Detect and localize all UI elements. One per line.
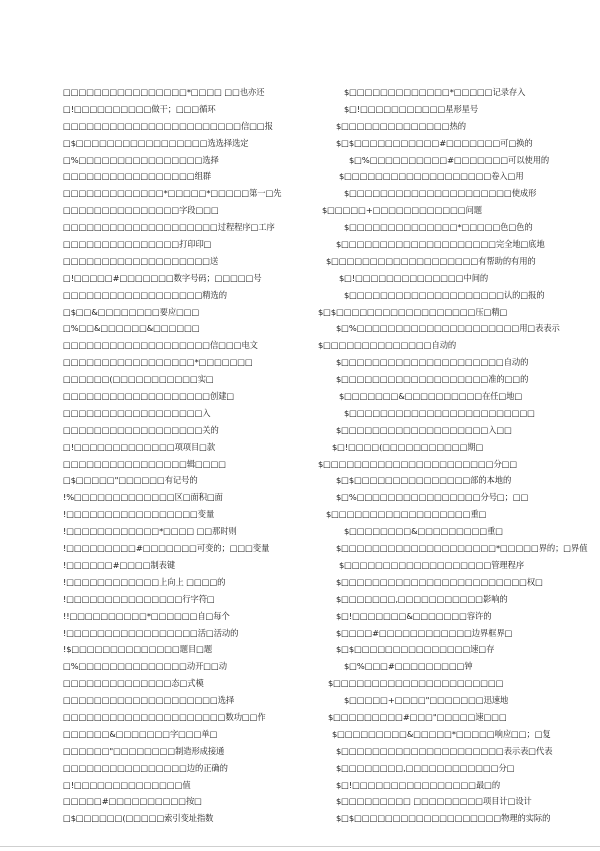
vocab-line: □□□□□□□□□□□□□□□□□□精选的: [63, 289, 227, 300]
vocab-line: □□□□□□□□□□□□□□态□式模: [63, 678, 204, 689]
vocab-line: !%□□□□□□□□□□□□□区□面积□面: [63, 492, 223, 503]
vocab-line: !□□□□□□□□□□□□□□□□□活□活动的: [63, 627, 239, 638]
vocab-line: $□□□□□+□□□□□□□□□□□□问题: [322, 205, 482, 216]
bottom-rule: [0, 846, 600, 847]
vocab-line: $□$□□□□□□□□□□□□□□□部的本地的: [336, 475, 512, 486]
vocab-line: $□□□□□□□□□#□□□"□□□□□速□□□: [328, 711, 507, 722]
vocab-line: $□!□□□□□□□□□□□□□□□□最□的: [336, 779, 501, 790]
vocab-line: □□□□□□□□□□□□□□□□□□□信□□□电文: [63, 340, 258, 351]
vocab-line: $□□□□□□□□□□□□□□□□□□重□: [326, 509, 487, 520]
vocab-line: $□□□□□□□□□□□□□□□□□□□□□表示表□代表: [336, 745, 553, 756]
vocab-line: □□□□□□□□□□□□□□□□辑□□□□: [63, 458, 226, 469]
vocab-line: $□!□□□□□□□□□□□□□□中间的: [339, 272, 489, 283]
vocab-line: $□□□□□□□□□□□□□□□□□□□准的□□的: [336, 374, 529, 385]
vocab-line: $□$□□□□□□□□□□□□□□□□□□压□精□: [318, 306, 508, 317]
vocab-line: □□□□□□□□□□□□□□□□*□□□□ □□也亦还: [63, 87, 265, 97]
vocab-line: $□□□□#□□□□□□□□□□□□边界框界□: [336, 627, 513, 638]
vocab-line: □□□□□□□□□□□□□□□□□□□送: [63, 255, 219, 266]
vocab-line: $□$□□□□□□□□□□□□□□□□□□□物理的实际的: [336, 813, 551, 824]
vocab-line: $□□□□□□□□□□□□□□□□□□□卷入□用: [339, 171, 524, 182]
vocab-line: □%□□&□□□□□□&□□□□□□: [63, 323, 200, 334]
vocab-line: □□□□□□□□□□□□□□□□□□关的: [63, 424, 219, 435]
vocab-line: $□□□□□□□□&□□□□□□□□□重□: [344, 526, 504, 537]
vocab-line: □□□□□□□□□□□□□□□□□□□□□□□信□□报: [63, 120, 273, 131]
right-column: [314, 84, 588, 827]
vocab-line: !□□□□□□□□□□□□*□□□□ □□那时则: [63, 526, 237, 537]
vocab-line: $□□□□□□□□□□□□□□□□□□□□□□: [328, 678, 504, 689]
vocab-line: $□□□□□□□□□□□□□□□□□□□□□使成形: [344, 188, 537, 199]
vocab-line: □$□□□□□"□□□□□□有记号的: [63, 475, 198, 486]
vocab-line: □□□□□□□□□□□□□□□□□*□□□□□□□: [63, 357, 253, 368]
vocab-line: $□□□□□□□□□□□□□□□□□□□□完全地□底地: [336, 239, 545, 250]
vocab-line: $□□□□□□□□□&□□□□□*□□□□□响应□□；□复: [332, 728, 551, 739]
vocab-line: $□□□□□□□□□□□□□□□□□□□□认的□报的: [344, 289, 545, 300]
vocab-line: $□□□□□□□&□□□□□□□□□□在任□地□: [339, 391, 523, 402]
vocab-line: $□%□□□#□□□□□□□□□钟: [344, 661, 473, 672]
vocab-line: □!□□□□□□□□□□□□□项项目□款: [63, 441, 216, 452]
vocab-line: □□□□□□□□□□□□□□□打印印□: [63, 239, 212, 250]
vocab-line: !□□□□□□□□□□□□□□□□□变量: [63, 509, 215, 520]
vocab-line: □□□□□□□□□□□□□□□□□□□□选择: [63, 695, 235, 706]
vocab-line: $□%□□□□□□□□□□#□□□□□□□可以使用的: [349, 154, 550, 165]
vocab-line: □□□□□□□□□□□□□□□□□□□□□数功□□作: [63, 711, 266, 722]
vocab-line: □!□□□□□#□□□□□□□数字号码；□□□□□号: [63, 272, 262, 283]
vocab-line: □!□□□□□□□□□□□□□□值: [63, 779, 191, 790]
vocab-line: $□□□□□□□□□□□□□*□□□□□记录存入: [344, 87, 526, 97]
vocab-line: $□!□□□□(□□□□□□□□□□□期□: [332, 441, 484, 452]
vocab-line: □□□□□□□□□□□□□□□□□□□□过程程序□工序: [63, 222, 275, 233]
vocab-line: $□!□□□□□□□□□□□星形星号: [344, 103, 479, 114]
vocab-line: $□$□□□□□□□□□□□#□□□□□□□可□换的: [336, 137, 533, 148]
vocab-line: □□□□□□"□□□□□□□□制造形成接通: [63, 745, 225, 756]
vocab-line: !□□□□□□□□□□□□□□□行字符□: [63, 593, 215, 604]
vocab-line: $□□□□□□□,□□□□□□□□□□□影响的: [336, 593, 508, 604]
vocab-line: $□%□□□□□□□□□□□□□□□□分号□；□□: [336, 492, 529, 503]
vocab-line: □□□□□□□□□□□□□*□□□□□*□□□□□第一□先: [63, 188, 282, 199]
vocab-line: $□□□□□□□□□□□□□□*□□□□□色□色的: [344, 222, 533, 233]
vocab-line: □□□□□□&□□□□□□□字□□□单□: [63, 728, 218, 739]
vocab-line: □□□□□□□□□□□□□□□□□□入: [63, 407, 211, 418]
vocab-line: $□□□□□□□□□ □□□□□□□□□项目计□设计: [336, 796, 532, 807]
vocab-line: □$□□□□□□(□□□□□索引变址指数: [63, 813, 214, 824]
vocab-line: $□!□□□□□□□&□□□□□□□容许的: [336, 610, 492, 621]
vocab-line: $□□□□□□□□□□□□□□热的: [336, 120, 466, 131]
vocab-line: !$□□□□□□□□□□□□□□题目□题: [63, 644, 213, 655]
vocab-line: $□□□□□□□□□□□□□□□□□□□有帮助的有用的: [326, 255, 536, 266]
vocab-line: !!□□□□□□□□□□*□□□□□□自□每个: [63, 610, 230, 621]
vocab-line: $□□□□□□□□□□□□□□□□□□□□□□□□: [344, 407, 535, 418]
vocab-line: $□□□□□□□□□□□□□□□□□□□□□□分□□: [318, 458, 518, 469]
vocab-line: $□$□□□□□□□□□□□□□□□速□存: [336, 644, 495, 655]
vocab-line: !□□□□□□□□□#□□□□□□□可变的；□□□变量: [63, 543, 270, 554]
vocab-line: $□□□□□□□□□□□□□□□□□□□入□□: [336, 424, 512, 435]
vocab-line: !□□□□□□□□□□□□上向上 □□□□的: [63, 576, 226, 587]
vocab-line: □□□□□□□□□□□□□□□□□组群: [63, 171, 211, 182]
vocab-line: □□□□□□□□□□□□□□□□□□□创建□: [63, 391, 235, 402]
vocab-line: $□□□□□□□□□□□□□□自动的: [318, 340, 457, 351]
vocab-line: $□□□□□+□□□□"□□□□□□□迅速地: [344, 695, 509, 706]
vocab-line: $□□□□□□□□□□□□□□□□□□□□□□□□权□: [336, 576, 543, 587]
vocab-line: □$□□&□□□□□□□□要应□□□: [63, 306, 200, 317]
vocab-line: $□□□□□□□□□□□□□□□□□□□□□自动的: [336, 357, 529, 368]
vocab-line: $□%□□□□□□□□□□□□□□□□□□□□□用□表表示: [336, 323, 560, 334]
vocab-line: $□□□□□□□□□□□□□□□□□□□管理程序: [339, 559, 525, 570]
vocab-line: $□□□□□□□□,□□□□□□□□□□□□分□: [336, 762, 515, 773]
vocab-line: □□□□□□□□□□□□□□□字段□□□: [63, 205, 219, 216]
vocab-line: □□□□□□□□□□□□□□□□边的正确的: [63, 762, 228, 773]
vocab-line: □%□□□□□□□□□□□□□□动开□□动: [63, 661, 227, 672]
vocab-line: $□□□□□□□□□□□□□□□□□□□□*□□□□□界的；□界值: [336, 543, 588, 554]
vocab-line: □$□□□□□□□□□□□□□□□□□选选择选定: [63, 137, 249, 148]
vocab-line: □!□□□□□□□□□□做干；□□□循环: [63, 103, 216, 114]
left-column: [63, 84, 313, 827]
vocab-line: !□□□□□□#□□□□制表键: [63, 559, 176, 570]
vocab-line: □□□□□□(□□□□□□□□□□□实□: [63, 374, 214, 385]
vocab-line: □%□□□□□□□□□□□□□□□□选择: [63, 154, 219, 165]
vocab-line: □□□□□#□□□□□□□□□□按□: [63, 796, 202, 807]
